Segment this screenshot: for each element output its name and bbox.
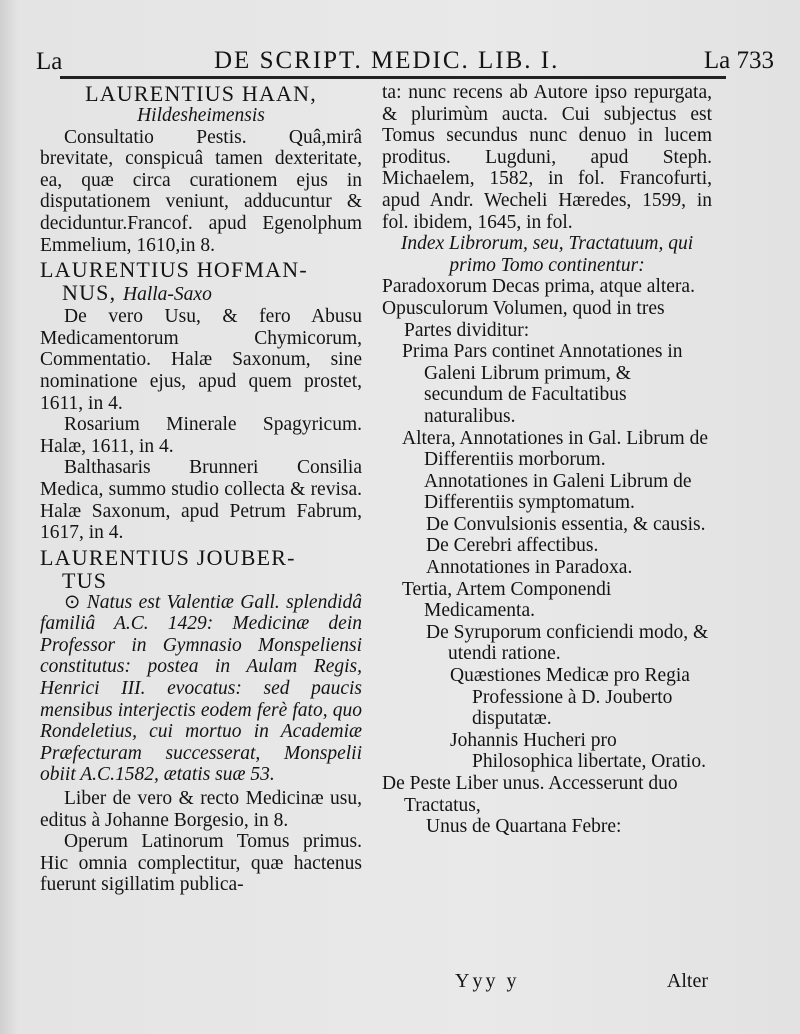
hofman-name-line1: LAURENTIUS HOFMAN- — [40, 257, 308, 283]
hofman-work-entry-2: Rosarium Minerale Spagyricum. Halæ, 1611, in 4. — [40, 414, 362, 457]
haan-place: Hildesheimensis — [137, 105, 265, 126]
running-head-left-guideword: La — [36, 48, 63, 75]
left-column — [40, 82, 362, 896]
index-heading: Index Librorum, seu, Tractatuum, qui primo Tomo continentur: — [400, 233, 694, 276]
index-item-hucheri: Johannis Hucheri pro Philosophica libertate, Oratio. — [450, 729, 706, 773]
hofman-name-line2: NUS, — [62, 280, 117, 306]
haan-work-entry: Consultatio Pestis. Quâ,mirâ brevitate, conspicuâ tamen dexteritate, ea, quæ circa curationem ejus in disputationem veniunt, adducuntur & deciduntur.Francof. apud Egenolphum Emmelium, 1610,in 8. — [40, 126, 362, 256]
catchword: Alter — [666, 970, 708, 992]
index-item-prima-pars: Prima Pars continet Annotationes in Galeni Librum primum, & secundum de Facultatibus naturalibus. — [402, 341, 683, 427]
running-head-page-number: La 733 — [703, 47, 774, 74]
index-item-annotationes-paradoxa: Annotationes in Paradoxa. — [426, 557, 633, 579]
haan-name: LAURENTIUS HAAN, — [85, 81, 317, 106]
joubert-name-line2: TUS — [62, 567, 108, 593]
index-item-quaestiones: Quæstiones Medicæ pro Regia Professione à D. Jouberto disputatæ. — [450, 665, 690, 730]
hofman-place: Halla-Saxo — [123, 284, 212, 306]
index-item-altera: Altera, Annotationes in Gal. Librum de Differentiis morborum. Annotationes in Galeni Librum de Differentiis symptomatum. — [402, 427, 708, 514]
running-head — [36, 42, 774, 76]
index-item-opuscula: Opusculorum Volumen, quod in tres Partes dividitur: — [382, 297, 665, 341]
index-item-convulsio: De Convulsionis essentia, & causis. — [426, 513, 706, 535]
running-head-title: DE SCRIPT. MEDIC. LIB. I. — [214, 47, 560, 74]
index-item-syrupi: De Syruporum conficiendi modo, & utendi ratione. — [426, 621, 709, 665]
entry-heading-haan — [40, 82, 362, 105]
joubert-name-line1: LAURENTIUS JOUBER- — [40, 544, 296, 570]
joubert-biography — [40, 592, 362, 786]
index-item-tertia: Tertia, Artem Componendi Medicamenta. — [402, 578, 612, 622]
right-column — [382, 82, 712, 838]
entry-heading-joubert — [40, 546, 362, 592]
joubert-biography-text: Natus est Valentiæ Gall. splendidâ familiâ A.C. 1429: Medicinæ dein Professor in Gymnasio Monspeliensi constitutus: postea in Aulam Regis, Henrici III. evocatus: sed paucis mensibus interjectis eodem ferè fato, quo Rondeletius, cui mortuo in Academiæ Præfecturam successerat, Monspelii obiit A.C.1582, ætatis suæ 53. — [40, 591, 362, 786]
index-item-paradoxa: Paradoxorum Decas prima, atque altera. — [382, 276, 695, 298]
signature-mark: Yyy y — [455, 970, 520, 992]
hofman-work-entry-3: Balthasaris Brunneri Consilia Medica, summo studio collecta & revisa. Halæ Saxonum, apud Petrum Fabrum, 1617, in 4. — [40, 457, 362, 544]
hofman-work-entry-1: De vero Usu, & fero Abusu Medicamentorum Chymicorum, Commentatio. Halæ Saxonum, sine nominatione ejus, apud quem prostet, 1611, in 4. — [40, 306, 362, 414]
joubert-work-entry-2: Operum Latinorum Tomus primus. Hic omnia complectitur, quæ hactenus fuerunt sigillatim publica- — [40, 831, 362, 896]
biography-mark: ⊙ — [64, 591, 81, 613]
index-item-cerebrum: De Cerebri affectibus. — [426, 535, 599, 557]
index-item-de-peste: De Peste Liber unus. Accesserunt duo Tractatus, — [382, 773, 678, 816]
joubert-works-continuation: ta: nunc recens ab Autore ipso repurgata, & plurimùm aucta. Cui subjectus est Tomus secundus nunc denuo in lucem proditus. Lugduni, apud Steph. Michaelem, 1582, in fol. Francofurti, apud Andr. Wecheli Hæredes, 1599, in fol. ibidem, 1645, in fol. — [382, 82, 712, 233]
header-rule — [60, 76, 726, 79]
joubert-work-entry-1: Liber de vero & recto Medicinæ usu, editus à Johanne Borgesio, in 8. — [40, 788, 362, 831]
index-item-quartana: Unus de Quartana Febre: — [426, 816, 622, 838]
entry-heading-hofman — [40, 258, 362, 306]
